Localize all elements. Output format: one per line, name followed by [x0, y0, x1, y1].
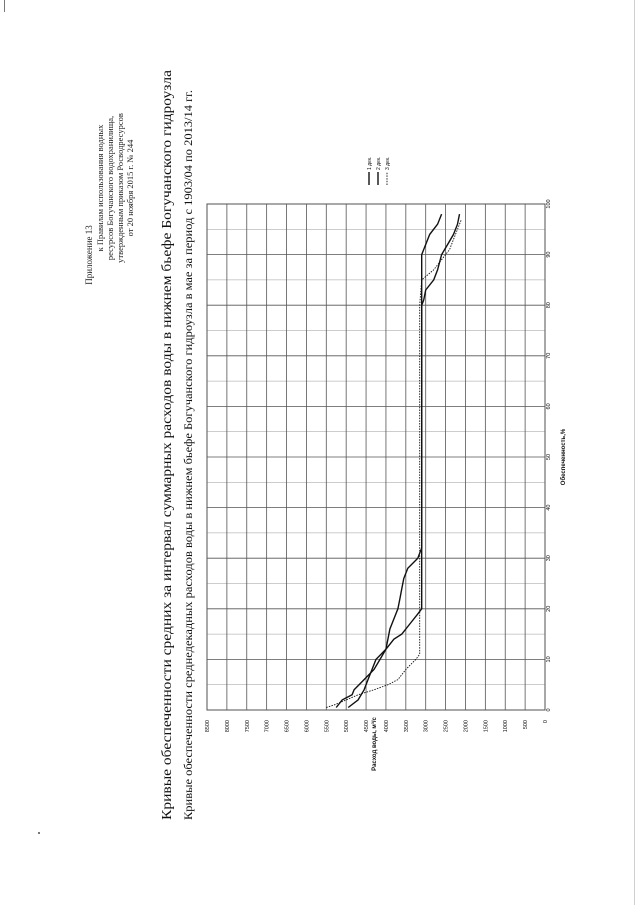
scan-dust-dot	[38, 832, 40, 834]
y-tick-label: 3000	[423, 720, 430, 733]
y-tick-label: 6000	[304, 720, 311, 733]
appendix-line-4: утвержденным приказом Росводресурсов	[115, 113, 125, 263]
x-tick-label: 70	[546, 352, 552, 359]
y-tick-label: 500	[523, 720, 530, 730]
y-tick-label: 2500	[443, 720, 450, 733]
y-tick-label: 1500	[483, 720, 490, 733]
y-tick-label: 5000	[344, 720, 351, 733]
y-tick-label: 4000	[383, 720, 390, 733]
y-tick-label: 7000	[264, 720, 271, 733]
page-title: Кривые обеспеченности средних за интервал суммарных расходов воды в нижнем бьефе Богучанского гидроузла	[159, 167, 174, 820]
appendix-line-2: к Правилам использования водных	[95, 124, 105, 252]
x-tick-label: 40	[546, 504, 552, 511]
x-tick-label: 90	[546, 251, 552, 258]
y-tick-label: 8500	[205, 720, 211, 733]
scan-edge-mark-top	[4, 0, 5, 12]
appendix-block	[84, 113, 135, 285]
y-tick-label: 7500	[244, 720, 251, 733]
legend-label-1: 1 дек.	[367, 156, 373, 170]
y-tick-label: 1000	[503, 720, 510, 733]
y-tick-label: 6500	[284, 720, 291, 733]
y-tick-label: 5500	[324, 720, 331, 733]
appendix-line-1: Приложение 13	[84, 225, 94, 285]
x-tick-label: 100	[546, 199, 552, 209]
x-tick-label: 60	[546, 403, 552, 410]
x-tick-label: 20	[546, 605, 552, 612]
chart	[205, 157, 567, 771]
appendix-line-3: ресурсов Богучанского водохранилища,	[105, 115, 115, 261]
scan-edge-mark-right	[634, 0, 635, 905]
legend-label-3: 3 дек.	[385, 156, 391, 170]
y-tick-label: 0	[543, 720, 549, 724]
x-tick-label: 80	[546, 302, 552, 309]
x-tick-label: 50	[546, 453, 552, 461]
legend-label-2: 2 дек.	[376, 156, 382, 170]
x-tick-label: 10	[546, 656, 552, 663]
y-tick-label: 4500	[364, 720, 371, 733]
x-axis-title: Обеспеченность,%	[561, 428, 567, 486]
x-tick-label: 0	[546, 708, 552, 712]
y-tick-label: 3500	[403, 720, 410, 733]
series-line-1	[336, 214, 459, 707]
y-axis-title: Расход воды, м³/с	[372, 717, 378, 771]
appendix-line-5: от 20 ноября 2015 г. № 244	[125, 139, 135, 237]
y-tick-label: 8000	[224, 720, 231, 733]
x-tick-label: 30	[546, 555, 552, 562]
chart-subtitle: Кривые обеспеченности среднедекадных расходов воды в нижнем бьефе Богучанского гидроузла в мае за период с 1903/04 по 2013/14 гг.	[183, 146, 195, 821]
y-tick-label: 2000	[463, 720, 470, 733]
